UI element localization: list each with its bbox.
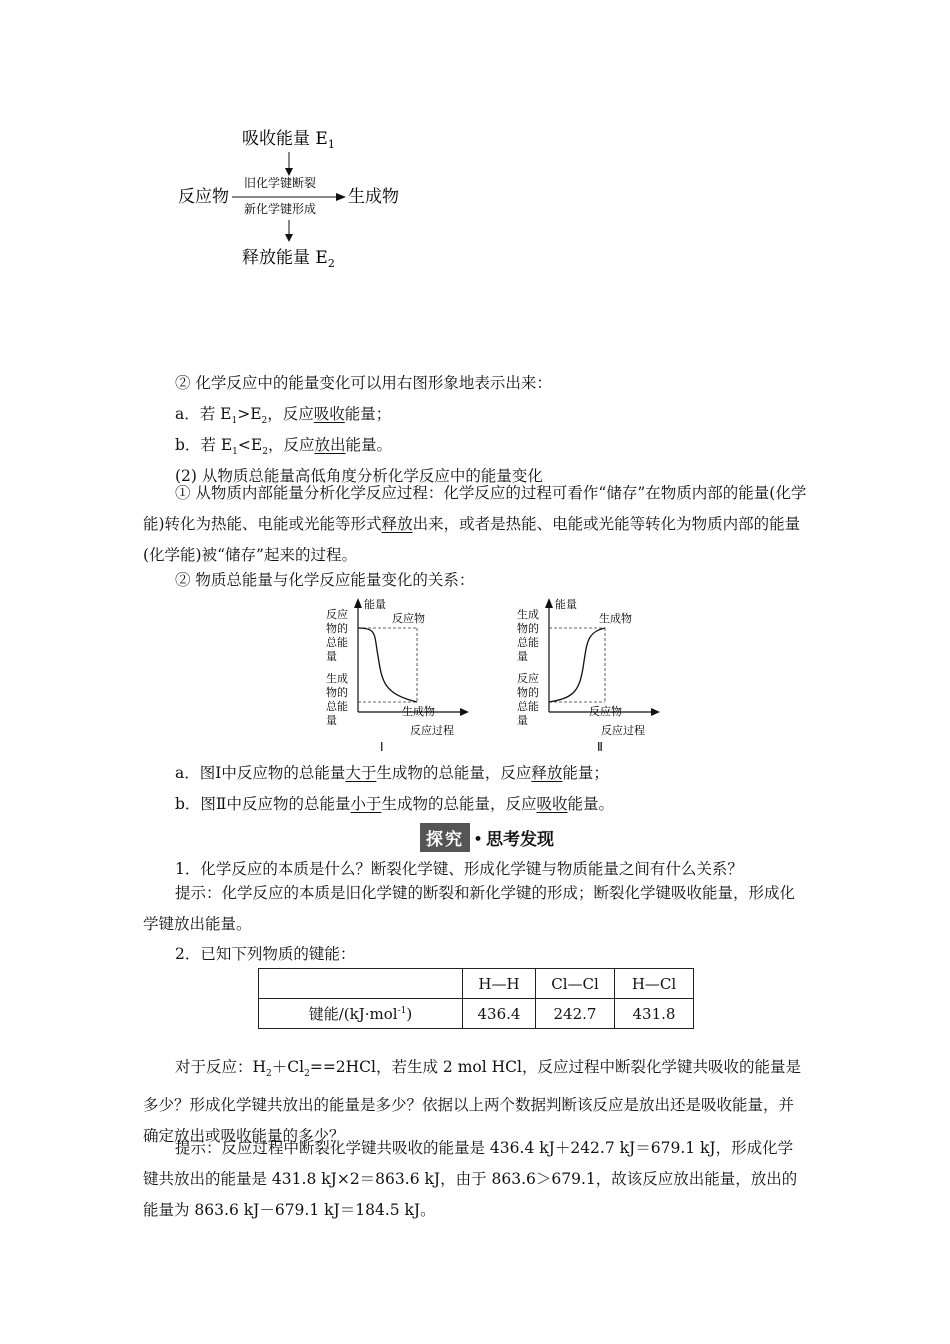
graph2-left-top-1: 生成	[517, 608, 539, 621]
graph2-left-bottom-2: 物的	[517, 686, 539, 699]
graph1-ylabel: 能量	[364, 598, 386, 611]
graph1-left-bottom-4: 量	[326, 714, 337, 727]
energy-graph-2	[513, 594, 663, 754]
table-cell: 436.4	[463, 999, 536, 1029]
p2-item2: ② 物质总能量与化学反应能量变化的关系：	[175, 571, 475, 589]
graph2-ylabel: 能量	[555, 598, 577, 611]
graph1-left-bottom-3: 总能	[326, 700, 348, 713]
graph2-numeral: Ⅱ	[597, 740, 603, 754]
graph1-numeral: Ⅰ	[380, 740, 384, 754]
graph2-bottom-label: 反应物	[589, 705, 622, 718]
graph1-left-top-2: 物的	[326, 622, 348, 635]
diagram-left-label: 反应物	[178, 187, 229, 207]
graph1-left-top-4: 量	[326, 650, 337, 663]
q1-hint: 提示：化学反应的本质是旧化学键的断裂和新化学键的形成；断裂化学键吸收能量，形成化学键放出能量。	[143, 884, 796, 933]
bond-energy-table	[258, 968, 694, 1029]
q2-paragraph: 对于反应：$H_2+Cl_2==2HCl$，若生成 2 mol HCl，反应过程中断裂化学键共吸收的能量是多少？形成化学键共放出的能量是多少？依据以上两个数据判断该反应是放出还是吸收能量，并确定放出或吸收能量的多少？	[143, 1058, 801, 1146]
p2-heading: (2) 从物质总能量高低角度分析化学反应中的能量变化	[175, 467, 543, 485]
table-cell: 242.7	[536, 999, 615, 1029]
table-cell: 431.8	[615, 999, 694, 1029]
diagram-arrow-top-label: 旧化学键断裂	[244, 176, 317, 190]
bond-energy-diagram	[170, 120, 430, 270]
diagram-top-label: 吸收能量 $E_1$	[242, 129, 335, 151]
table-header-cell: H—Cl	[615, 969, 694, 999]
table-row-label: 键能/(kJ·mol$^{-1}$)	[259, 999, 463, 1029]
graph2-left-bottom-4: 量	[517, 714, 528, 727]
tanjiu-dot: •	[473, 830, 484, 850]
p3-item-b: b．图Ⅱ中反应物的总能量小于生成物的总能量，反应吸收能量。	[175, 795, 615, 813]
diagram-right-label: 生成物	[348, 187, 399, 207]
graph2-xlabel: 反应过程	[601, 724, 645, 737]
tanjiu-box: 探究	[420, 823, 470, 852]
p2-para1: ① 从物质内部能量分析化学反应过程：化学反应的过程可看作“储存”在物质内部的能量(化学能)转化为热能、电能或光能等形式释放出来，或者是热能、电能或光能等转化为物质内部的能量(化学能)被“储存”起来的过程。	[143, 484, 807, 564]
graph1-top-label: 反应物	[392, 612, 425, 625]
p1-line1: ② 化学反应中的能量变化可以用右图形象地表示出来：	[175, 374, 552, 392]
table-header-cell: H—H	[463, 969, 536, 999]
graph1-left-top-1: 反应	[326, 608, 348, 621]
graph2-left-bottom-3: 总能	[517, 700, 539, 713]
diagram-arrow-bottom-label: 新化学键形成	[244, 202, 317, 216]
graph1-bottom-label: 生成物	[402, 705, 435, 718]
graph1-xlabel: 反应过程	[410, 724, 454, 737]
table-header-cell: Cl—Cl	[536, 969, 615, 999]
graph1-left-bottom-2: 物的	[326, 686, 348, 699]
graph2-left-top-3: 总能	[517, 636, 539, 649]
table-header-row	[259, 969, 694, 999]
table-header-cell	[259, 969, 463, 999]
diagram-bottom-label: 释放能量 $E_2$	[242, 248, 335, 270]
graph1-left-bottom-1: 生成	[326, 672, 348, 685]
graph2-left-bottom-1: 反应	[517, 672, 539, 685]
tanjiu-heading	[420, 823, 554, 852]
graph1-left-top-3: 总能	[326, 636, 348, 649]
q2-hint: 提示：反应过程中断裂化学键共吸收的能量是 436.4 kJ＋242.7 kJ＝679.1 kJ，形成化学键共放出的能量是 431.8 kJ×2＝863.6 kJ，由于 863.6＞679.1，故该反应放出能量，放出的能量为 863.6 kJ－679.1 kJ＝184.5 kJ。	[143, 1139, 798, 1219]
table-row	[259, 999, 694, 1029]
graph2-left-top-2: 物的	[517, 622, 539, 635]
energy-graph-1	[322, 594, 472, 754]
graph2-top-label: 生成物	[599, 612, 632, 625]
q2-intro: 2．已知下列物质的键能：	[175, 945, 356, 963]
p3-item-a: a．图Ⅰ中反应物的总能量大于生成物的总能量，反应释放能量；	[175, 764, 609, 782]
graph2-left-top-4: 量	[517, 650, 528, 663]
p1-item-a: a．若 $E_1>E_2$，反应吸收能量；	[175, 405, 392, 427]
p1-item-b: b．若 $E_1<E_2$，反应放出能量。	[175, 436, 392, 458]
q1-question: 1．化学反应的本质是什么？断裂化学键、形成化学键与物质能量之间有什么关系？	[175, 860, 743, 878]
tanjiu-rest: 思考发现	[486, 830, 555, 850]
